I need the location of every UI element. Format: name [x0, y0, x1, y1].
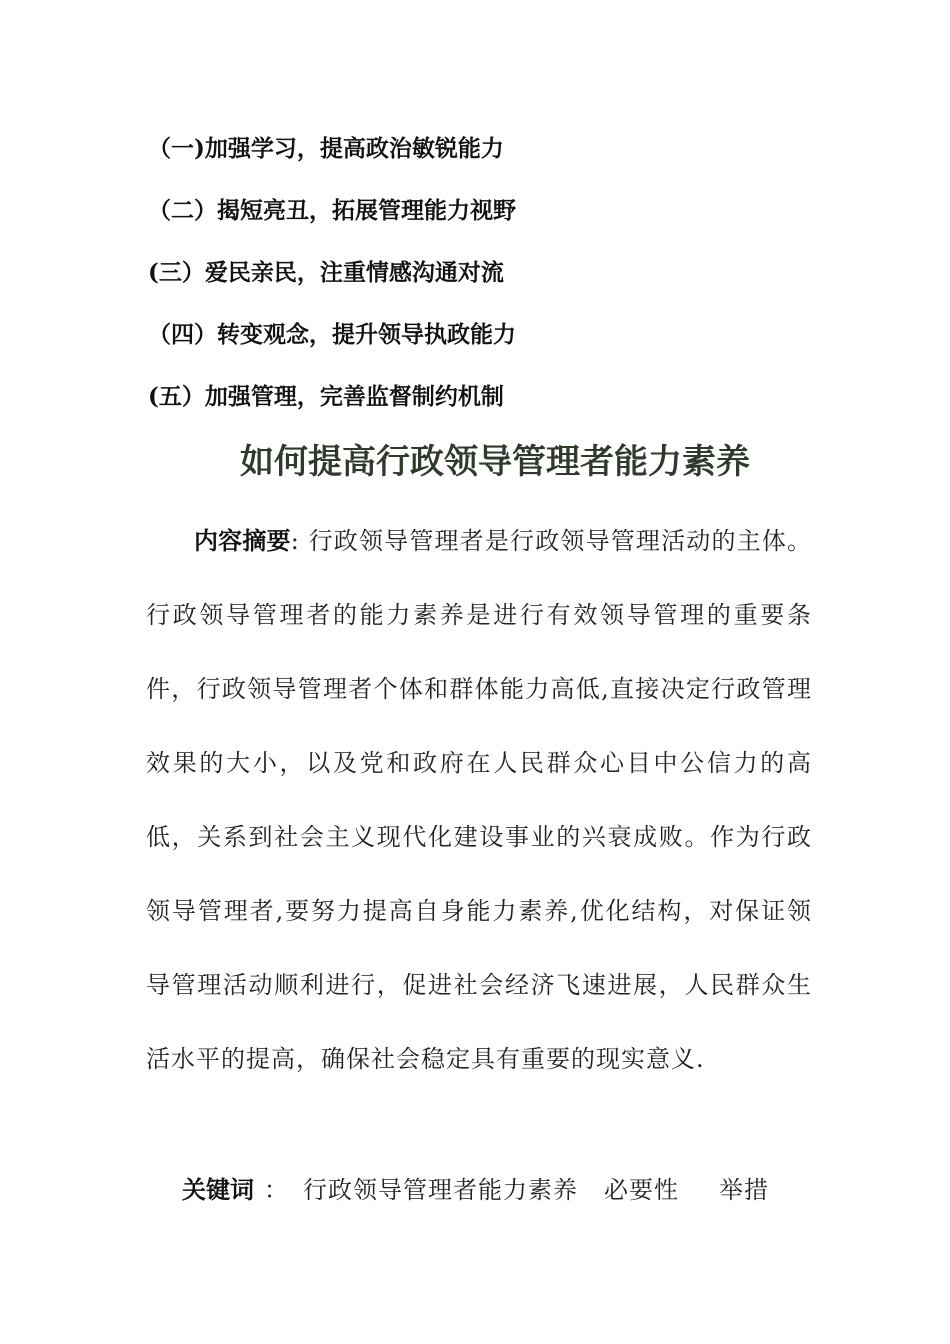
outline-item: （一)加强学习，提高政治敏锐能力 [148, 135, 504, 162]
keyword: 行政领导管理者能力素养 [303, 1176, 578, 1204]
keywords-label: 关键词 [182, 1176, 254, 1204]
keyword: 必要性 [604, 1176, 679, 1204]
keywords-line [182, 1166, 822, 1214]
document-title: 如何提高行政领导管理者能力素养 [240, 442, 750, 482]
outline-item: （二）揭短亮丑，拓展管理能力视野 [148, 197, 516, 224]
keywords-separator: ： [264, 1176, 289, 1204]
outline-list [148, 128, 848, 438]
abstract-text: : 行政领导管理者是行政领导管理活动的主体。行政领导管理者的能力素养是进行有效领导管理的重要条件，行政领导管理者个体和群体能力高低,直接决定行政管理效果的大小，以及党和政府在人民群众心目中公信力的高低，关系到社会主义现代化建设事业的兴衰成败。作为行政领导管理者,要努力提高自身能力素养,优化结构，对保证领导管理活动顺利进行，促进社会经济飞速进展，人民群众生活水平的提高，确保社会稳定具有重要的现实意义. [146, 527, 812, 1073]
outline-item: (五）加强管理，完善监督制约机制 [148, 383, 504, 410]
outline-item: (三）爱民亲民，注重情感沟通对流 [148, 259, 504, 286]
outline-item: （四）转变观念，提升领导执政能力 [148, 321, 516, 348]
abstract-paragraph [146, 504, 812, 1096]
abstract-label: 内容摘要 [194, 527, 291, 555]
keyword: 举措 [719, 1176, 769, 1204]
